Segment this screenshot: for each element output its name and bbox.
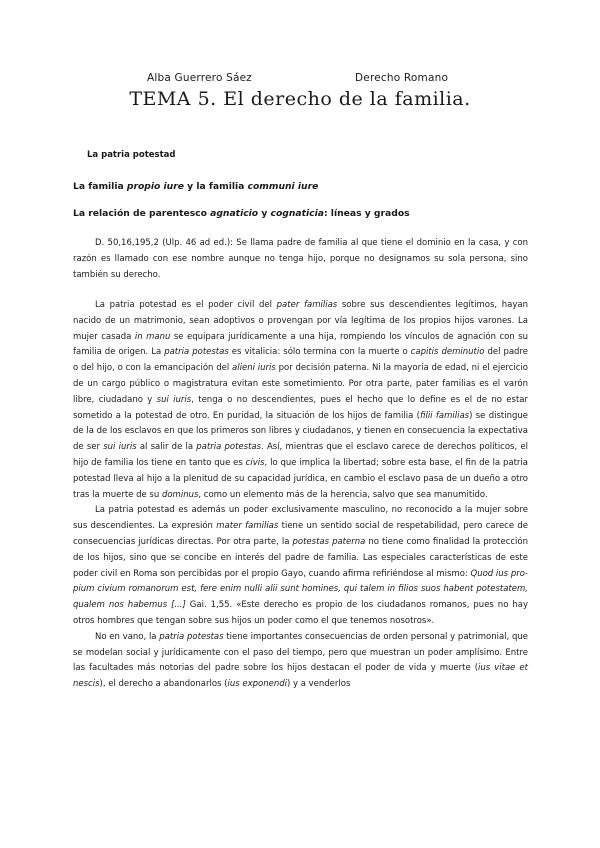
- p3-run: Gai. 1,55. «Este derecho es propio de los ciudadanos romanos, pues no hay otros hombres que tengan sobre sus hijos un poder como el que tenemos nosotros».: [73, 600, 528, 626]
- p4-run: ), el derecho a abandonarlos (: [99, 679, 228, 690]
- p2-run: , como un elemento más de la herencia, salvo que sea manumitido.: [198, 489, 488, 500]
- p4-run: tiene importantes consecuencias de orden personal y patrimonial, que se modelan social y jurídicamente con el paso del tiempo, pero que muestran un poder amplísimo. Entre las facultades más notorias del padre sobre los hijos destacan el poder de vida y muerte (: [73, 631, 528, 674]
- p2-run: sobre sus descendientes legítimos, hayan nacido de un matrimonio, sean adoptivos o provengan por vía legítima de los propios hijos varones. La mujer casada: [73, 300, 528, 342]
- p2-run: in manu: [134, 331, 171, 342]
- p2-run: patria potestas: [196, 442, 262, 453]
- p4-run: patria potestas: [159, 631, 224, 642]
- p2-run: patria potestas: [164, 347, 229, 358]
- quote-paragraph: D. 50,16,195,2 (Ulp. 46 ad ed.): Se llama padre de familia al que tiene el dominio en la casa, y con razón es llamado con ese nombre aunque no tenga hijo, porque no designamos su sola persona, sino también su derecho.: [73, 238, 528, 280]
- body-paragraphs: [73, 298, 528, 693]
- p2-run: capitis deminutio: [410, 347, 485, 358]
- section-heading: La patria potestad: [87, 150, 176, 160]
- p4-run: ius exponendi: [227, 679, 287, 690]
- p2-run: civis: [245, 457, 265, 468]
- p3-run: no tiene como finalidad la protección de los hijos, sino que se concibe en interés del padre de familia. Las especiales características de este poder civil en Roma son percibidas por el propio Gayo, cuando afirma refiriéndose al mismo:: [73, 536, 528, 579]
- p4-run: No en vano, la: [95, 631, 160, 642]
- p3-run: tiene un sentido social de respetabilidad, pero carece de consecuencias jurídicas directas. Por otra parte, la: [73, 521, 529, 547]
- p2-run: sui iuris: [103, 442, 137, 453]
- subject-name: Derecho Romano: [355, 72, 449, 84]
- p2-run: por decisión paterna. Ni la mayoría de edad, ni el ejercicio de un cargo público o magistratura evitan este sometimiento. Por otra parte, pater familias es el varón libre, ciudadano y: [73, 363, 529, 405]
- p2-run: pater familias: [276, 300, 338, 310]
- p2-run: alieni iuris: [232, 363, 276, 374]
- document-title: TEMA 5. El derecho de la familia.: [129, 88, 471, 110]
- subheading-parentesco: La relación de parentesco agnaticio y cognaticia: líneas y grados: [73, 208, 410, 219]
- p2-run: . Así, mientras que el esclavo carece de derechos políticos, el hijo de familia los tiene en tanto que es: [73, 442, 528, 468]
- p2-run: es vitalicia: sólo termina con la muerte o: [228, 347, 411, 358]
- subheading-familia: La familia propio iure y la familia communi iure: [73, 181, 319, 192]
- p2-run: ) se distingue de la de los esclavos en que los primeros son libres y ciudadanos, y tienen en consecuencia la expectativa de ser: [73, 410, 528, 453]
- author-name: Alba Guerrero Sáez: [147, 72, 252, 84]
- paragraph-patria-potestad: [73, 298, 528, 503]
- p2-run: se equipara jurídicamente a una hija, rompiendo los vínculos de agnación con su familia de origen. La: [73, 331, 529, 358]
- p3-run: potestas paterna: [292, 536, 366, 547]
- paragraph-consecuencias: [73, 630, 528, 693]
- p2-run: del padre o del hijo, o con la emancipación del: [73, 347, 528, 374]
- p3-run: Quod ius pro-pium civium romanorum est, fere enim nulli alii sunt homines, qui talem in filios suos habent potestatem, qualem nos habemus [...]: [73, 568, 528, 611]
- p2-run: al salir de la: [136, 442, 197, 453]
- p4-run: ius vitae et nescis: [73, 663, 528, 690]
- paragraph-poder-masculino: [73, 503, 528, 629]
- p3-run: mater familias: [216, 521, 279, 532]
- p4-run: ) y a venderlos: [286, 679, 351, 690]
- p2-run: , tenga o no descendientes, pues el hecho que lo define es el de no estar sometido a la potestad de otro. En puridad, la situación de los hijos de familia (: [73, 394, 529, 421]
- p2-run: filii familias: [419, 410, 470, 421]
- p3-run: La patria potestad es además un poder exclusivamente masculino, no reconocido a la mujer sobre sus descendientes. La expresión: [73, 505, 528, 532]
- p2-run: , lo que implica la libertad; sobre esta base, el fin de la patria potestad lleva al hijo a la plenitud de su capacidad jurídica, en cambio el esclavo pasa de un dueño a otro tras la muerte de su: [73, 457, 529, 500]
- p2-run: dominus: [161, 489, 199, 500]
- p2-run: sui iuris: [156, 394, 192, 405]
- p2-run: La patria potestad es el poder civil del: [95, 300, 277, 310]
